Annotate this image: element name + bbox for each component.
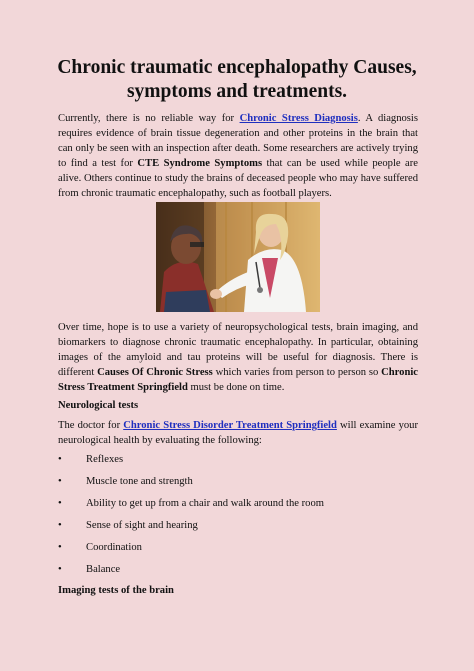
para2-text-3: must be done on time. [187, 382, 285, 394]
list-item-text: Coordination [86, 542, 142, 553]
neurological-tests-heading: Neurological tests [58, 400, 139, 411]
para3-text-2: will examine your neurological health by evaluating the following: [58, 420, 418, 447]
bullet-icon: • [58, 564, 62, 575]
intro-text-3: that can be used while people are alive. Others continue to study the brains of deceased people who may have suffered from chronic traumatic encephalopathy, such as football players. [58, 158, 418, 200]
list-item-text: Reflexes [86, 454, 124, 465]
doctor-patient-photo [156, 202, 320, 312]
imaging-tests-heading: Imaging tests of the brain [58, 585, 174, 596]
neurological-paragraph [58, 418, 418, 448]
intro-text-2: . A diagnosis requires evidence of brain tissue degeneration and other proteins in the brain that can only be seen with an inspection after death. Some researchers are actively trying to find a test for [58, 113, 418, 170]
list-item-text: Muscle tone and strength [86, 476, 193, 487]
list-item-text: Sense of sight and hearing [86, 520, 198, 531]
para2-text-1: Over time, hope is to use a variety of neuropsychological tests, brain imaging, and biomarkers to diagnose chronic traumatic encephalopathy. In particular, obtaining images of the amyloid and tau proteins will be useful for diagnosis. There is different [58, 322, 418, 379]
intro-text-1: Currently, there is no reliable way for [58, 113, 240, 124]
chronic-stress-disorder-treatment-link[interactable]: Chronic Stress Disorder Treatment Springfield [123, 420, 337, 431]
para2-text-2: which varies from person to person so [212, 367, 382, 379]
chronic-stress-diagnosis-link[interactable]: Chronic Stress Diagnosis [239, 113, 358, 124]
bullet-icon: • [58, 542, 62, 553]
chronic-stress-treatment-bold: Chronic Stress Treatment Springfield [58, 367, 418, 394]
causes-chronic-stress-bold: Causes Of Chronic Stress [97, 367, 213, 379]
bullet-icon: • [58, 498, 62, 509]
page-title: Chronic traumatic encephalopathy Causes, symptoms and treatments. [57, 57, 417, 102]
intro-bold-cte: CTE Syndrome Symptoms [137, 158, 263, 170]
para3-text-1: The doctor for [58, 420, 124, 431]
bullet-icon: • [58, 520, 62, 531]
bullet-icon: • [58, 476, 62, 487]
photo-illustration [156, 202, 320, 312]
diagnosis-paragraph [58, 320, 418, 395]
list-item-text: Ability to get up from a chair and walk around the room [86, 498, 325, 509]
list-item-text: Balance [86, 564, 121, 575]
bullet-icon: • [58, 454, 62, 465]
intro-paragraph [58, 111, 418, 202]
